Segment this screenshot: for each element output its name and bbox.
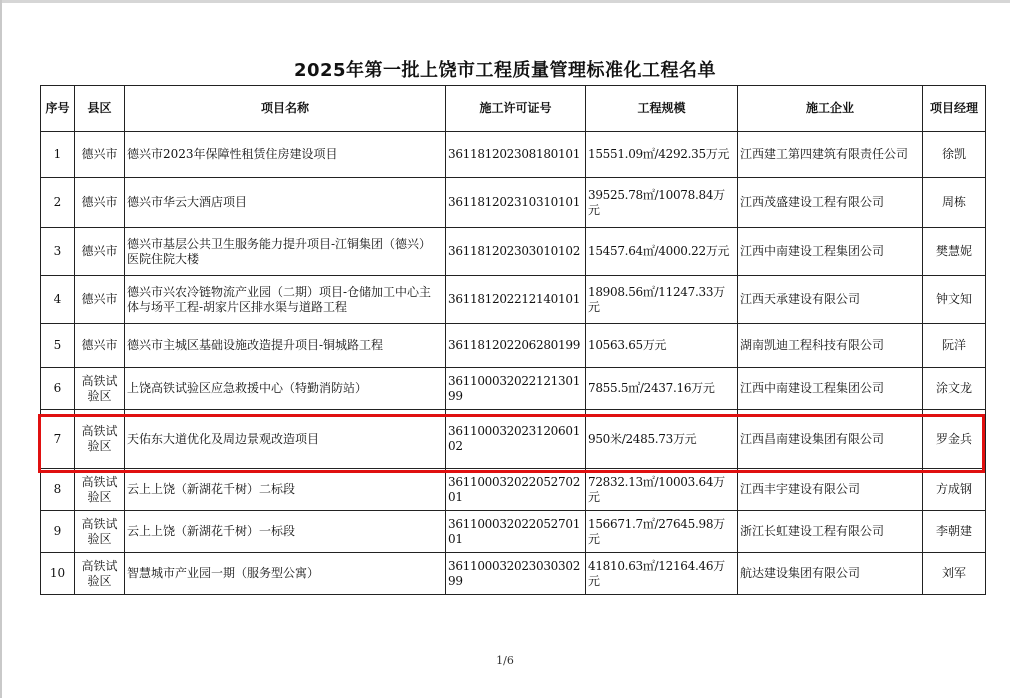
cell-county: 高铁试验区 [75,469,125,511]
cell-manager: 徐凯 [923,132,986,178]
cell-no: 10 [41,553,75,595]
document-title: 2025年第一批上饶市工程质量管理标准化工程名单 [293,60,717,81]
cell-project: 上饶高铁试验区应急救援中心（特勤消防站） [125,368,446,410]
cell-manager: 李朝建 [923,511,986,553]
cell-company: 江西中南建设工程集团公司 [738,368,923,410]
cell-company: 湖南凯迪工程科技有限公司 [738,324,923,368]
header-county: 县区 [75,86,125,132]
cell-company: 江西中南建设工程集团公司 [738,228,923,276]
cell-company: 江西茂盛建设工程有限公司 [738,178,923,228]
header-permit: 施工许可证号 [446,86,586,132]
page-top-border [0,0,1010,3]
cell-manager: 阮洋 [923,324,986,368]
cell-permit: 361100032023030302​99 [446,553,586,595]
cell-scale: 10563.65万元 [586,324,738,368]
cell-scale: 15457.64㎡/4000.22万元 [586,228,738,276]
page-left-border [0,0,2,698]
cell-county: 高铁试验区 [75,553,125,595]
table-row [41,178,986,228]
cell-project: 云上上饶（新湖花千树）一标段 [125,511,446,553]
cell-county: 高铁试验区 [75,368,125,410]
cell-county: 高铁试验区 [75,511,125,553]
table-row [41,132,986,178]
table-row [41,324,986,368]
cell-project: 德兴市2023年保障性租赁住房建设项目 [125,132,446,178]
cell-project: 云上上饶（新湖花千树）二标段 [125,469,446,511]
cell-permit: 361181202308180101 [446,132,586,178]
table-row [41,228,986,276]
cell-company: 航达建设集团有限公司 [738,553,923,595]
cell-county: 德兴市 [75,324,125,368]
cell-no: 8 [41,469,75,511]
cell-project: 天佑东大道优化及周边景观改造项目 [125,410,446,469]
page-number: 1/6 [496,654,514,667]
cell-permit: 361100032023120601​02 [446,410,586,469]
cell-county: 德兴市 [75,228,125,276]
cell-scale: 18908.56㎡/11247.33万元 [586,276,738,324]
cell-no: 4 [41,276,75,324]
cell-no: 7 [41,410,75,469]
cell-company: 江西昌南建设集团有限公司 [738,410,923,469]
cell-company: 浙江长虹建设工程有限公司 [738,511,923,553]
cell-permit: 361181202303010102 [446,228,586,276]
cell-project: 德兴市主城区基础设施改造提升项目-铜城路工程 [125,324,446,368]
header-no: 序号 [41,86,75,132]
cell-permit: 361100032022121301​99 [446,368,586,410]
cell-scale: 72832.13㎡/10003.64万元 [586,469,738,511]
cell-no: 9 [41,511,75,553]
header-company: 施工企业 [738,86,923,132]
cell-permit: 361100032022052702​01 [446,469,586,511]
cell-county: 德兴市 [75,276,125,324]
project-list-table [40,85,986,595]
cell-county: 德兴市 [75,178,125,228]
cell-scale: 7855.5㎡/2437.16万元 [586,368,738,410]
cell-manager: 樊慧妮 [923,228,986,276]
table-row [41,469,986,511]
cell-permit: 361181202212140101 [446,276,586,324]
table-row [41,368,986,410]
cell-project: 德兴市基层公共卫生服务能力提升项目-江铜集团（德兴）医院住院大楼 [125,228,446,276]
cell-manager: 罗金兵 [923,410,986,469]
cell-company: 江西丰宇建设有限公司 [738,469,923,511]
cell-manager: 刘军 [923,553,986,595]
cell-company: 江西天承建设有限公司 [738,276,923,324]
cell-project: 智慧城市产业园一期（服务型公寓） [125,553,446,595]
cell-scale: 15551.09㎡/4292.35万元 [586,132,738,178]
row-highlight-box [38,414,985,473]
cell-no: 6 [41,368,75,410]
table-row [41,276,986,324]
table-header-row [41,86,986,132]
cell-manager: 方成钢 [923,469,986,511]
header-scale: 工程规模 [586,86,738,132]
cell-no: 3 [41,228,75,276]
cell-permit: 361181202206280199 [446,324,586,368]
cell-scale: 156671.7㎡/27645.98万元 [586,511,738,553]
cell-permit: 361100032022052701​01 [446,511,586,553]
cell-project: 德兴市兴农冷链物流产业园（二期）项目-仓储加工中心主体与场平工程-胡家片区排水渠与道路工程 [125,276,446,324]
cell-county: 德兴市 [75,132,125,178]
cell-no: 5 [41,324,75,368]
cell-scale: 950米/2485.73万元 [586,410,738,469]
table-row [41,553,986,595]
cell-manager: 钟文知 [923,276,986,324]
header-project: 项目名称 [125,86,446,132]
cell-scale: 41810.63㎡/12164.46万元 [586,553,738,595]
cell-company: 江西建工第四建筑有限责任公司 [738,132,923,178]
cell-manager: 周栋 [923,178,986,228]
cell-county: 高铁试验区 [75,410,125,469]
cell-permit: 361181202310310101 [446,178,586,228]
cell-scale: 39525.78㎡/10078.84万元 [586,178,738,228]
cell-manager: 涂文龙 [923,368,986,410]
header-manager: 项目经理 [923,86,986,132]
cell-no: 2 [41,178,75,228]
cell-no: 1 [41,132,75,178]
cell-project: 德兴市华云大酒店项目 [125,178,446,228]
table-row [41,511,986,553]
